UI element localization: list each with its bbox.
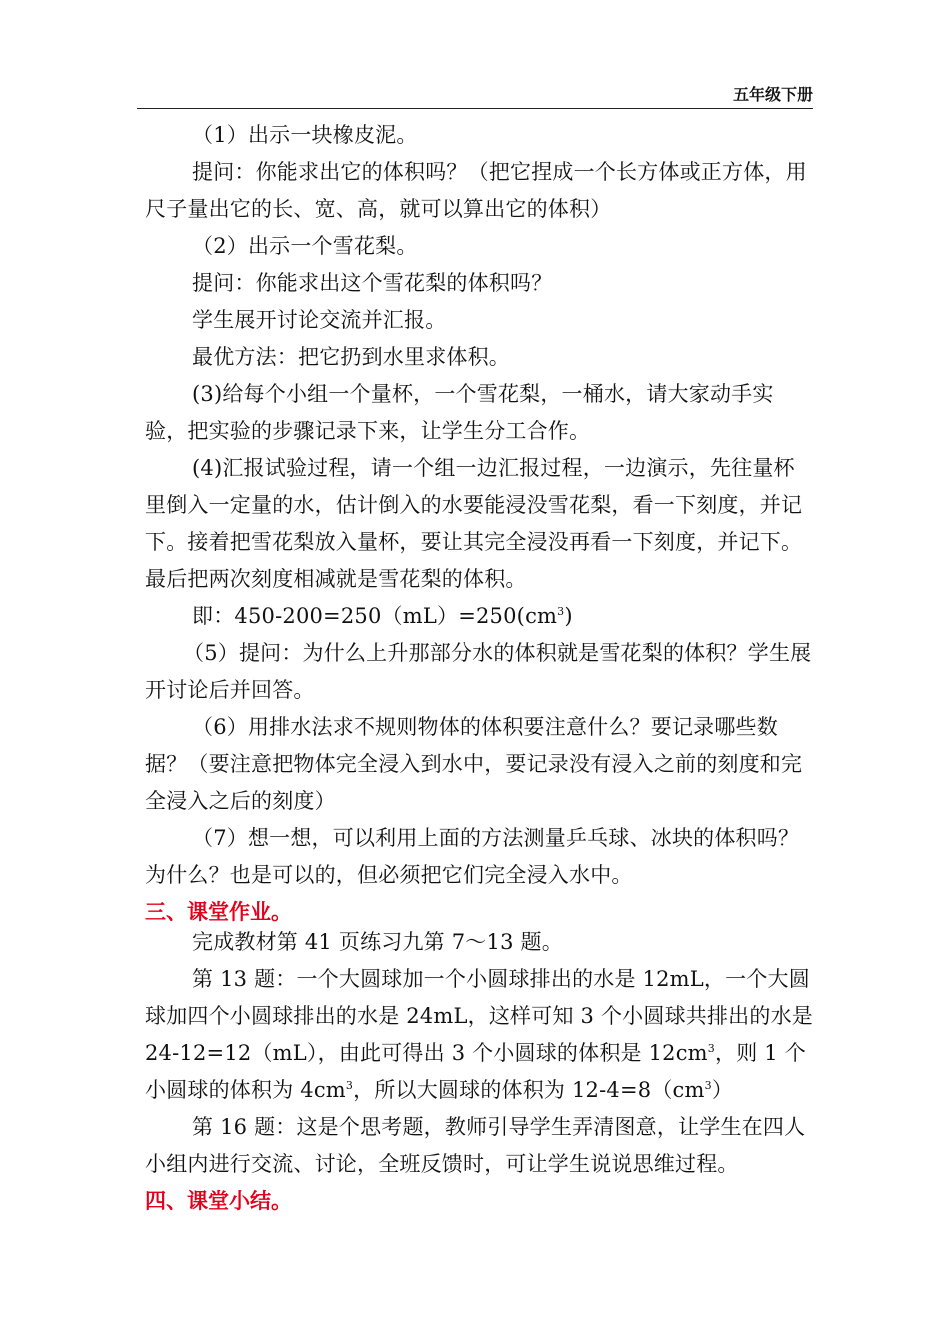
- paragraph: 最优方法：把它扔到水里求体积。: [192, 345, 510, 369]
- text-run: 第 13 题：一个大圆球加一个小圆球排出的水是 12mL，一个大圆球加四个小圆球排出的水是 24mL，这样可知 3 个小圆球共排出的水是 24-12=12（mL），由此可得出 3 个小圆球的体积是 12cm: [145, 967, 820, 1065]
- text-run: ，所以大圆球的体积为 12-4=8（cm: [353, 1078, 705, 1102]
- formula-paragraph: [145, 598, 813, 635]
- superscript: 3: [707, 1042, 715, 1055]
- formula-text: ): [564, 604, 573, 628]
- text-run: ，则 1 个小圆球的体积为 4cm: [145, 1041, 806, 1102]
- text-run: ）: [711, 1078, 734, 1102]
- paragraph: 提问：你能求出它的体积吗？（把它捏成一个长方体或正方体，用尺子量出它的长、宽、高，就可以算出它的体积）: [145, 160, 807, 221]
- section-heading: 三、课堂作业。: [145, 900, 292, 924]
- paragraph: (3)给每个小组一个量杯，一个雪花梨，一桶水，请大家动手实验，把实验的步骤记录下来，让学生分工合作。: [145, 382, 774, 443]
- paragraph: （5）提问：为什么上升那部分水的体积就是雪花梨的体积？学生展开讨论后并回答。: [145, 641, 812, 702]
- formula-text: 即：450-200=250（mL）=250(cm: [192, 604, 558, 628]
- superscript: 3: [557, 605, 565, 618]
- page-header-title: 五年级下册: [732, 85, 813, 104]
- document-body: [145, 117, 820, 1220]
- header-divider: [137, 108, 813, 109]
- superscript: 3: [704, 1079, 712, 1092]
- superscript: 3: [345, 1079, 354, 1092]
- paragraph: （2）出示一个雪花梨。: [192, 234, 418, 258]
- paragraph: (4)汇报试验过程，请一个组一边汇报过程，一边演示，先往量杯里倒入一定量的水，估计倒入的水要能浸没雪花梨，看一下刻度，并记下。接着把雪花梨放入量杯，要让其完全浸没再看一下刻度，并记下。最后把两次刻度相减就是雪花梨的体积。: [145, 456, 803, 591]
- paragraph: 完成教材第 41 页练习九第 7～13 题。: [192, 930, 563, 954]
- paragraph: 学生展开讨论交流并汇报。: [192, 308, 447, 332]
- paragraph: 第 16 题：这是个思考题，教师引导学生弄清图意，让学生在四人小组内进行交流、讨论，全班反馈时，可让学生说说思维过程。: [145, 1115, 806, 1176]
- paragraph: （6）用排水法求不规则物体的体积要注意什么？要记录哪些数据？（要注意把物体完全浸入到水中，要记录没有浸入之前的刻度和完全浸入之后的刻度）: [145, 715, 803, 813]
- paragraph: 提问：你能求出这个雪花梨的体积吗？: [192, 271, 553, 295]
- paragraph: [145, 961, 820, 1109]
- section-heading: 四、课堂小结。: [145, 1189, 292, 1213]
- paragraph: （1）出示一块橡皮泥。: [192, 123, 418, 147]
- paragraph: （7）想一想，可以利用上面的方法测量乒乓球、冰块的体积吗？为什么？也是可以的，但必须把它们完全浸入水中。: [145, 826, 800, 887]
